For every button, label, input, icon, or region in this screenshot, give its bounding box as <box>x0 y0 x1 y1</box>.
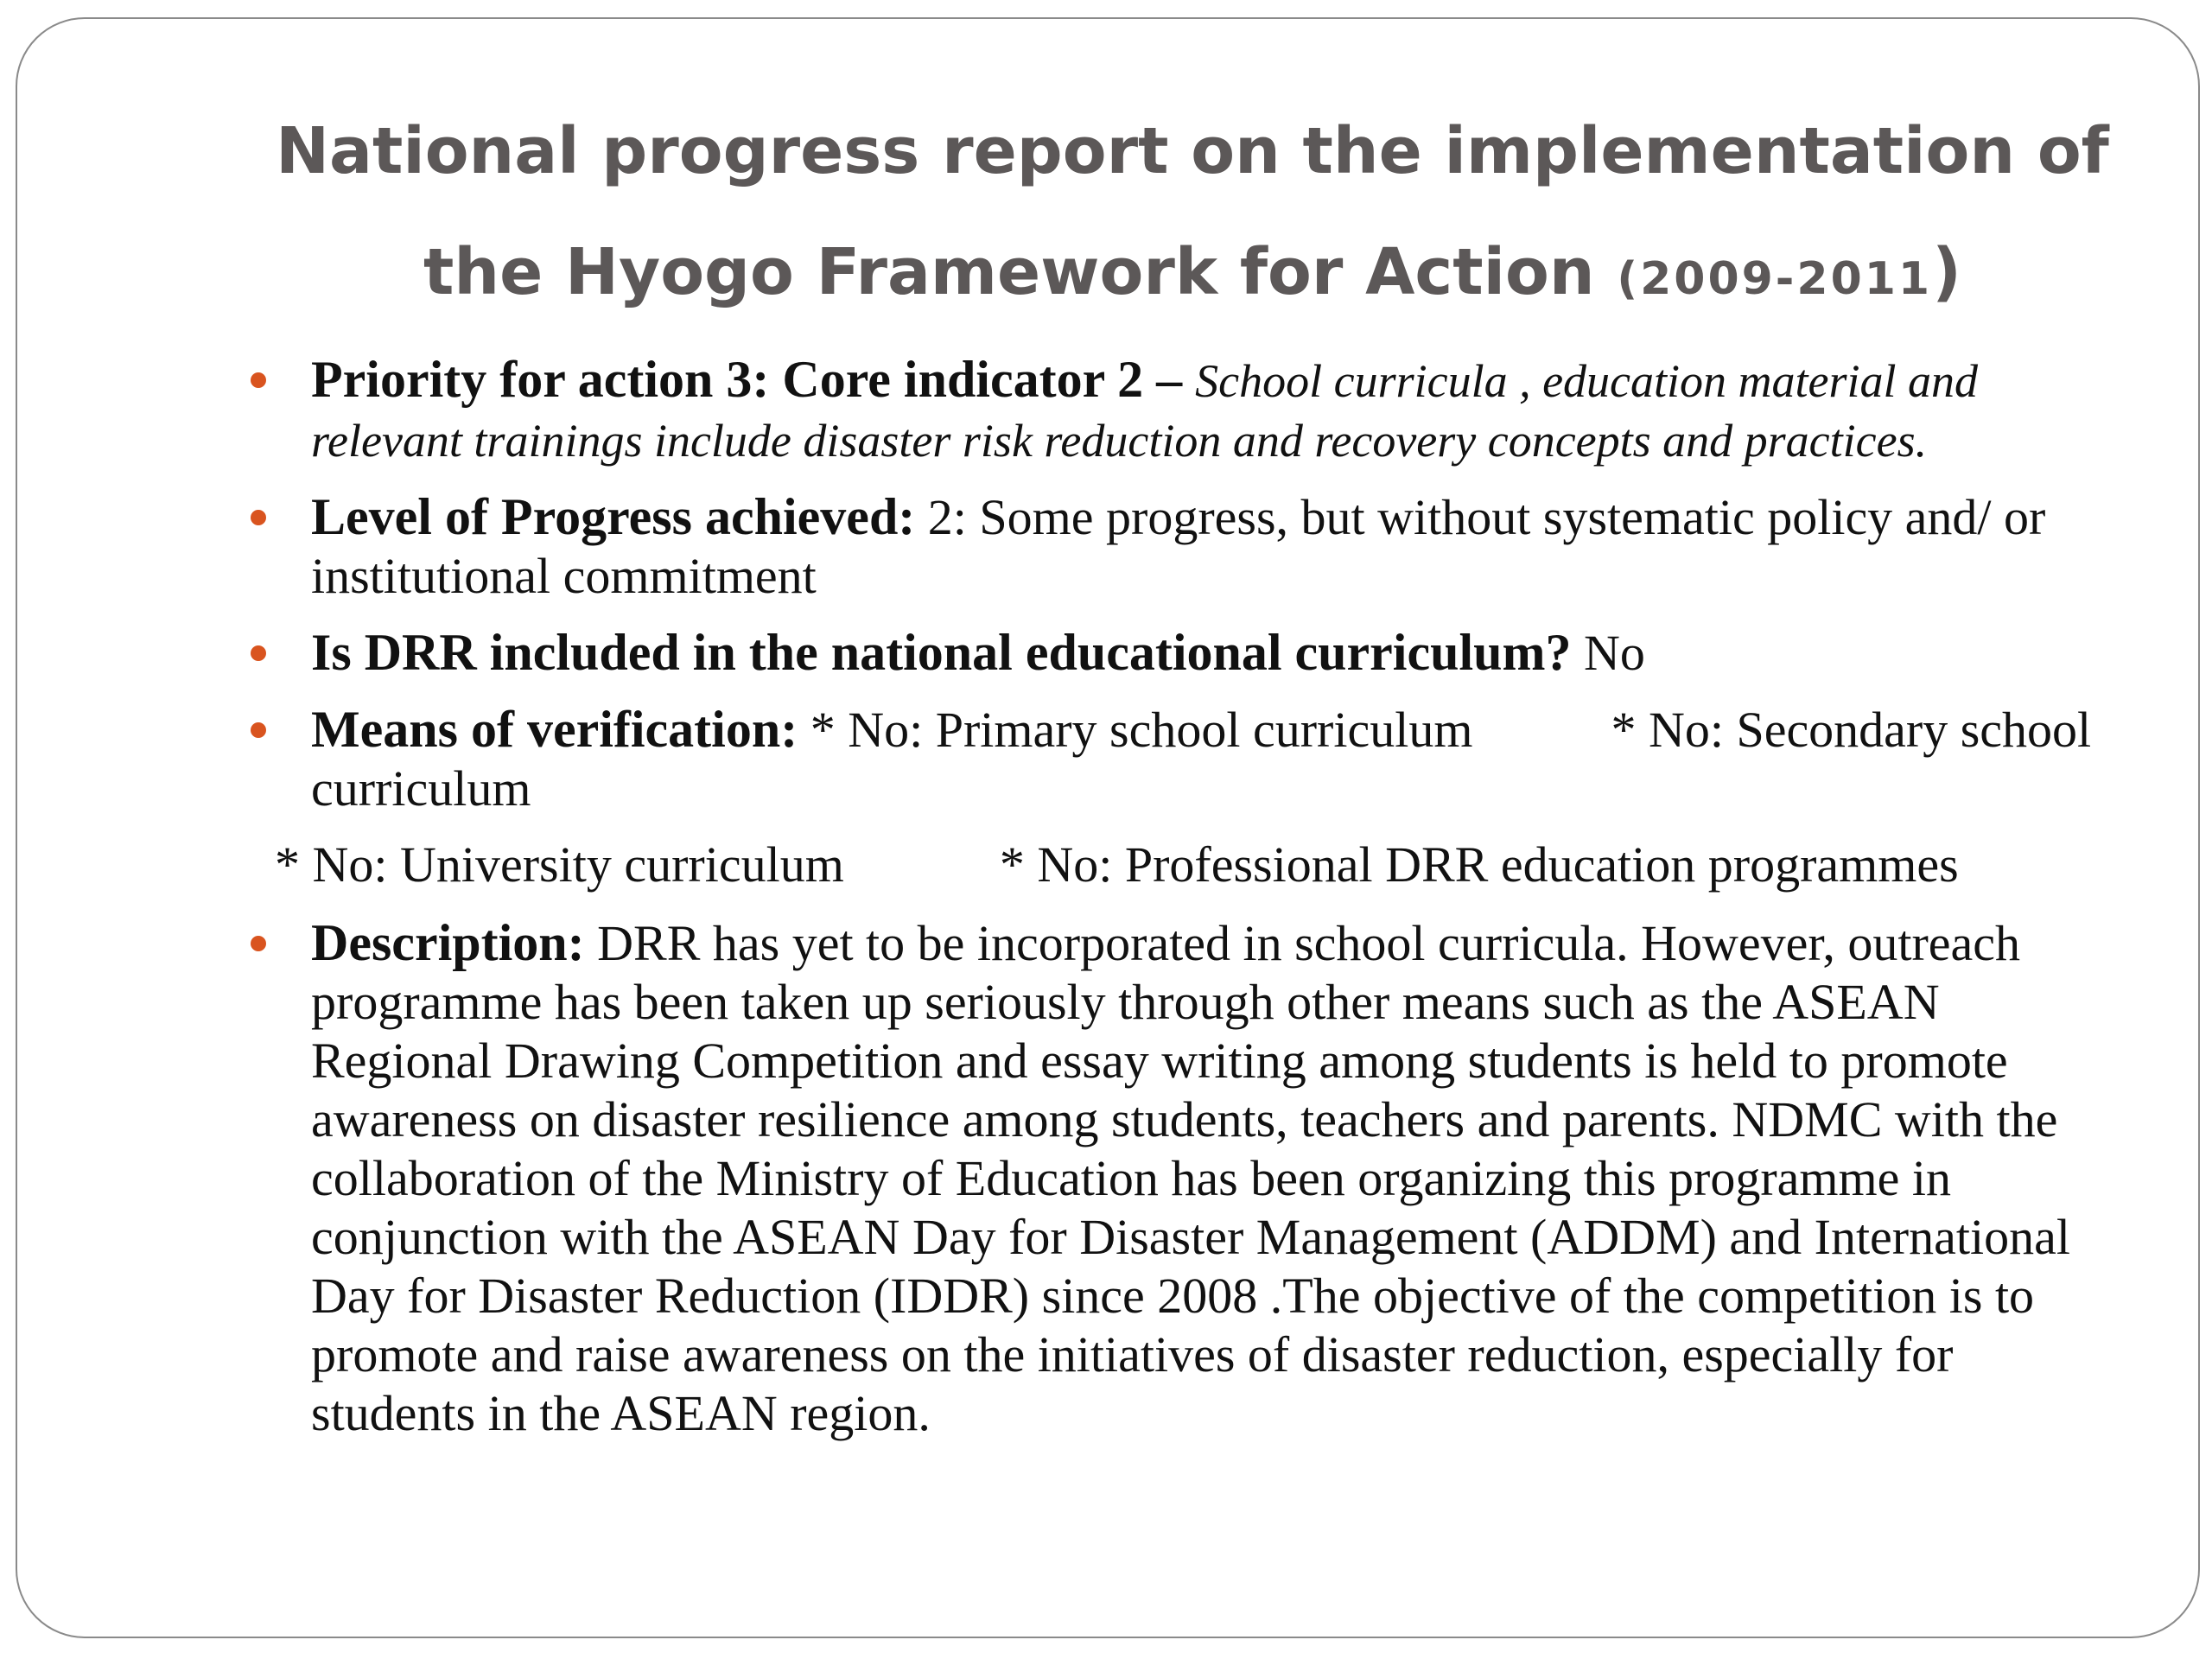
title-line-2 <box>225 212 2160 340</box>
verification-text-2: * No: Secondary school curriculum <box>311 702 2092 817</box>
description-label: Description: <box>311 914 585 971</box>
title-line-1: National progress report on the implementation of <box>276 114 2109 188</box>
verification-extra-2: * No: Professional DRR education programmes <box>999 836 1959 893</box>
verification-extra-1: * No: University curriculum <box>275 836 844 893</box>
drr-included-label: Is DRR included in the national educational curriculum? <box>311 624 1572 681</box>
list-item-progress <box>244 487 2093 606</box>
verification-label: Means of verification: <box>311 701 798 758</box>
drr-included-text: No <box>1571 625 1645 681</box>
bullet-icon <box>251 510 266 525</box>
progress-label: Level of Progress achieved: <box>311 488 916 545</box>
list-item-description <box>244 913 2093 1443</box>
list-item-priority <box>244 350 2093 470</box>
bullet-icon <box>251 372 266 388</box>
verification-extra <box>240 836 2093 894</box>
bullet-icon <box>251 936 266 951</box>
slide-title <box>225 91 2160 340</box>
title-line-2-text: the Hyogo Framework for Action <box>423 235 1595 309</box>
priority-text: School curricula , education material and relevant trainings include disaster risk reduction and recovery concepts and practices. <box>311 355 1979 467</box>
list-item-verification <box>244 700 2093 818</box>
title-close-paren: ) <box>1932 235 1961 309</box>
progress-text: 2: Some progress, but without systematic policy and/ or institutional commitment <box>311 489 2046 604</box>
bullet-icon <box>251 645 266 661</box>
list-item-drr-included <box>244 623 2093 683</box>
bullet-list <box>244 350 2093 1460</box>
priority-label: Priority for action 3: Core indicator 2 – <box>311 351 1196 408</box>
title-years: (2009-2011 <box>1617 253 1933 305</box>
verification-text-1: * No: Primary school curriculum <box>798 702 1473 758</box>
bullet-icon <box>251 722 266 738</box>
description-text: DRR has yet to be incorporated in school curricula. However, outreach programme has been taken up seriously through other means such as the ASEAN Regional Drawing Competition and essay writing among students is held to promote awareness on disaster resilience among students, teachers and parents. NDMC with the collaboration of the Ministry of Education has been organizing this programme in conjunction with the ASEAN Day for Disaster Management (ADDM) and International Day for Disaster Reduction (IDDR) since 2008 .The objective of the competition is to promote and raise awareness on the initiatives of disaster reduction, especially for students in the ASEAN region. <box>311 915 2070 1441</box>
